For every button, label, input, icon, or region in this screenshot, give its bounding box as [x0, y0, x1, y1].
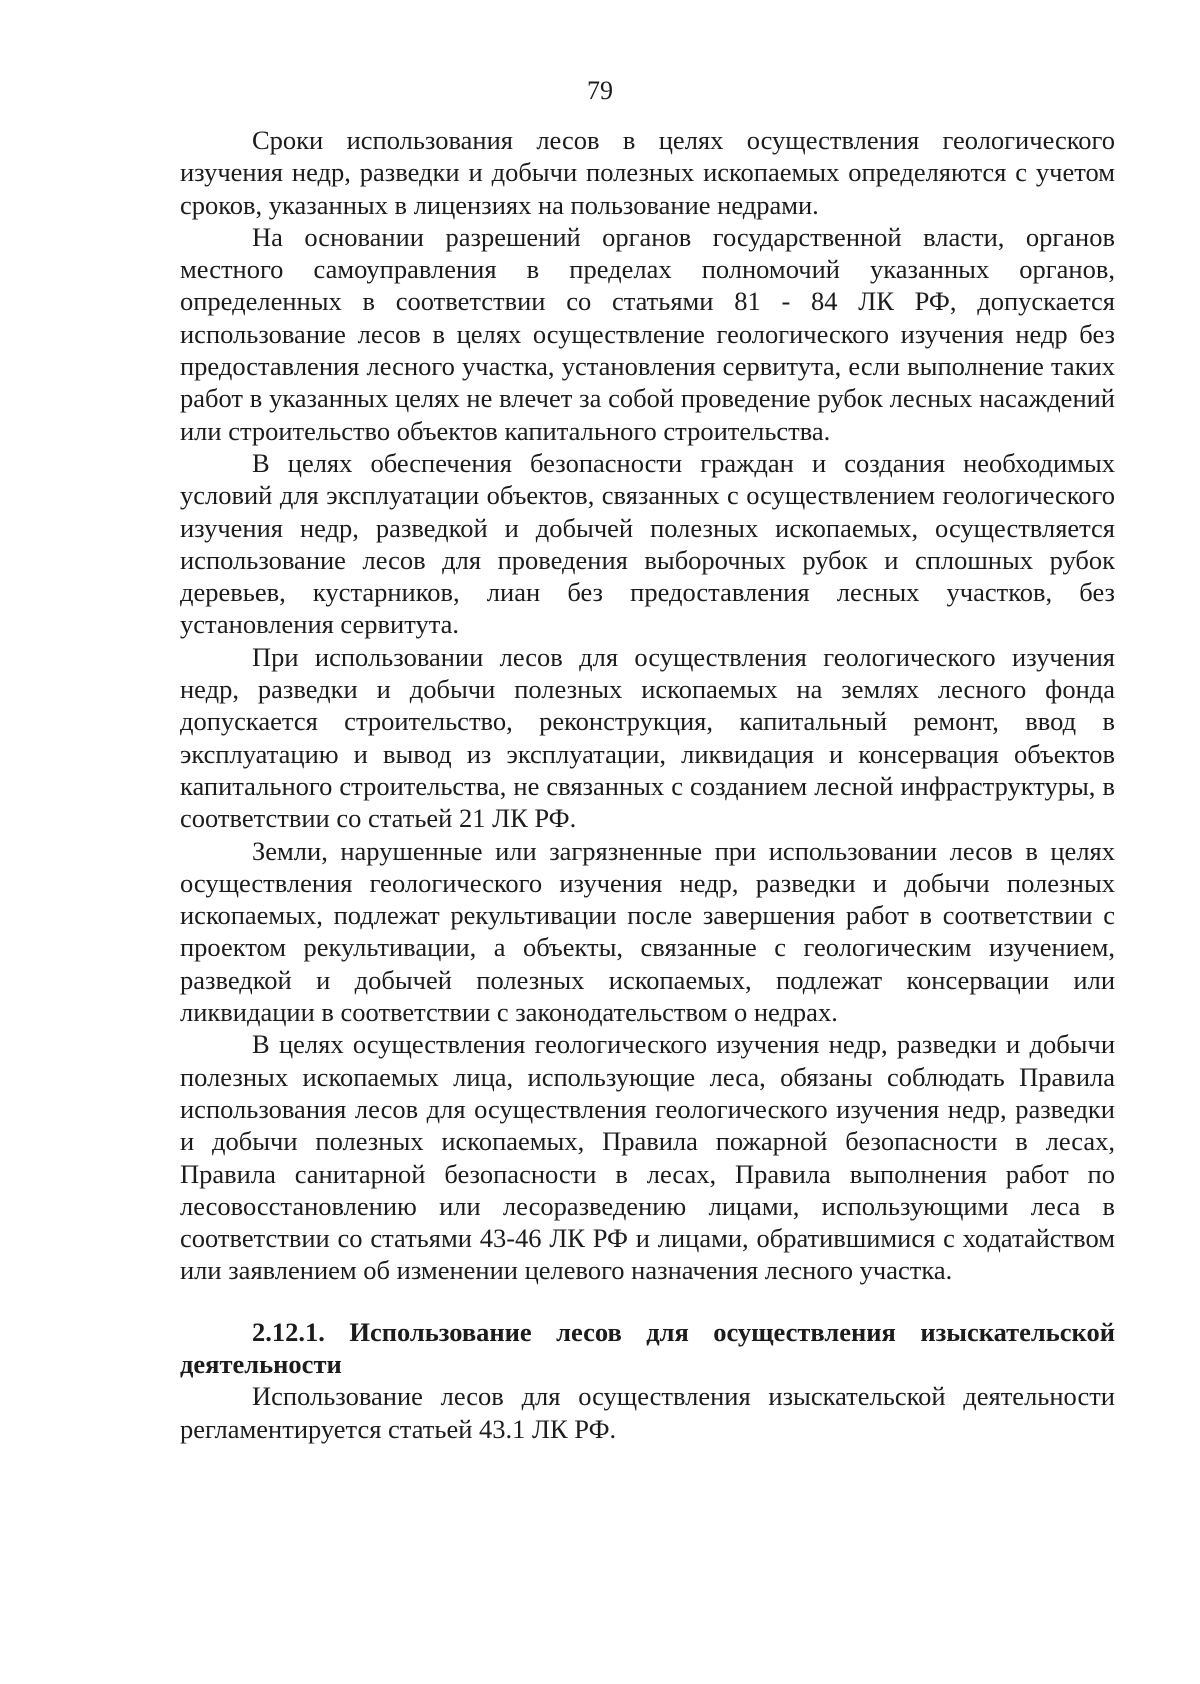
- paragraph-safety-felling: В целях обеспечения безопасности граждан и создания необходимых условий для эксплуатации объектов, связанных с осуществлением геологического изучения недр, разведкой и добычей полезных ископаемых, осуществляется использование лесов для проведения выборочных рубок и сплошных рубок деревьев, кустарников, лиан без предоставления лесных участков, без установления сервитута.: [180, 447, 1115, 640]
- paragraph-land-reclamation: Земли, нарушенные или загрязненные при использовании лесов в целях осуществления геологического изучения недр, разведки и добычи полезных ископаемых, подлежат рекультивации после завершения работ в соответствии с проектом рекультивации, а объекты, связанные с геологическим изучением, разведкой и добычей полезных ископаемых, подлежат консервации или ликвидации в соответствии с законодательством о недрах.: [180, 835, 1115, 1028]
- section-heading: 2.12.1. Использование лесов для осуществления изыскательской деятельности: [180, 1316, 1115, 1379]
- document-body: [180, 124, 1115, 1445]
- paragraph-permits-without-plot: На основании разрешений органов государственной власти, органов местного самоуправления в пределах полномочий указанных органов, определенных в соответствии со статьями 81 - 84 ЛК РФ, допускается использование лесов в целях осуществление геологического изучения недр без предоставления лесного участка, установления сервитута, если выполнение таких работ в указанных целях не влечет за собой проведение рубок лесных насаждений или строительство объектов капитального строительства.: [180, 221, 1115, 446]
- section-body-paragraph: Использование лесов для осуществления изыскательской деятельности регламентируется статьей 43.1 ЛК РФ.: [180, 1381, 1115, 1444]
- page-number: 79: [587, 76, 613, 105]
- paragraph-forest-use-terms: Сроки использования лесов в целях осуществления геологического изучения недр, разведки и добычи полезных ископаемых определяются с учетом сроков, указанных в лицензиях на пользование недрами.: [180, 125, 1115, 220]
- paragraph-rules-compliance: В целях осуществления геологического изучения недр, разведки и добычи полезных ископаемых лица, использующие леса, обязаны соблюдать Правила использования лесов для осуществления геологического изучения недр, разведки и добычи полезных ископаемых, Правила пожарной безопасности в лесах, Правила санитарной безопасности в лесах, Правила выполнения работ по лесовосстановлению или лесоразведению лицами, использующими леса в соответствии со статьями 43-46 ЛК РФ и лицами, обратившимися с ходатайством или заявлением об изменении целевого назначения лесного участка.: [180, 1029, 1115, 1286]
- paragraph-construction-allowed: При использовании лесов для осуществления геологического изучения недр, разведки и добычи полезных ископаемых на землях лесного фонда допускается строительство, реконструкция, капитальный ремонт, ввод в эксплуатацию и вывод из эксплуатации, ликвидация и консервация объектов капитального строительства, не связанных с созданием лесной инфраструктуры, в соответствии со статьей 21 ЛК РФ.: [180, 641, 1115, 834]
